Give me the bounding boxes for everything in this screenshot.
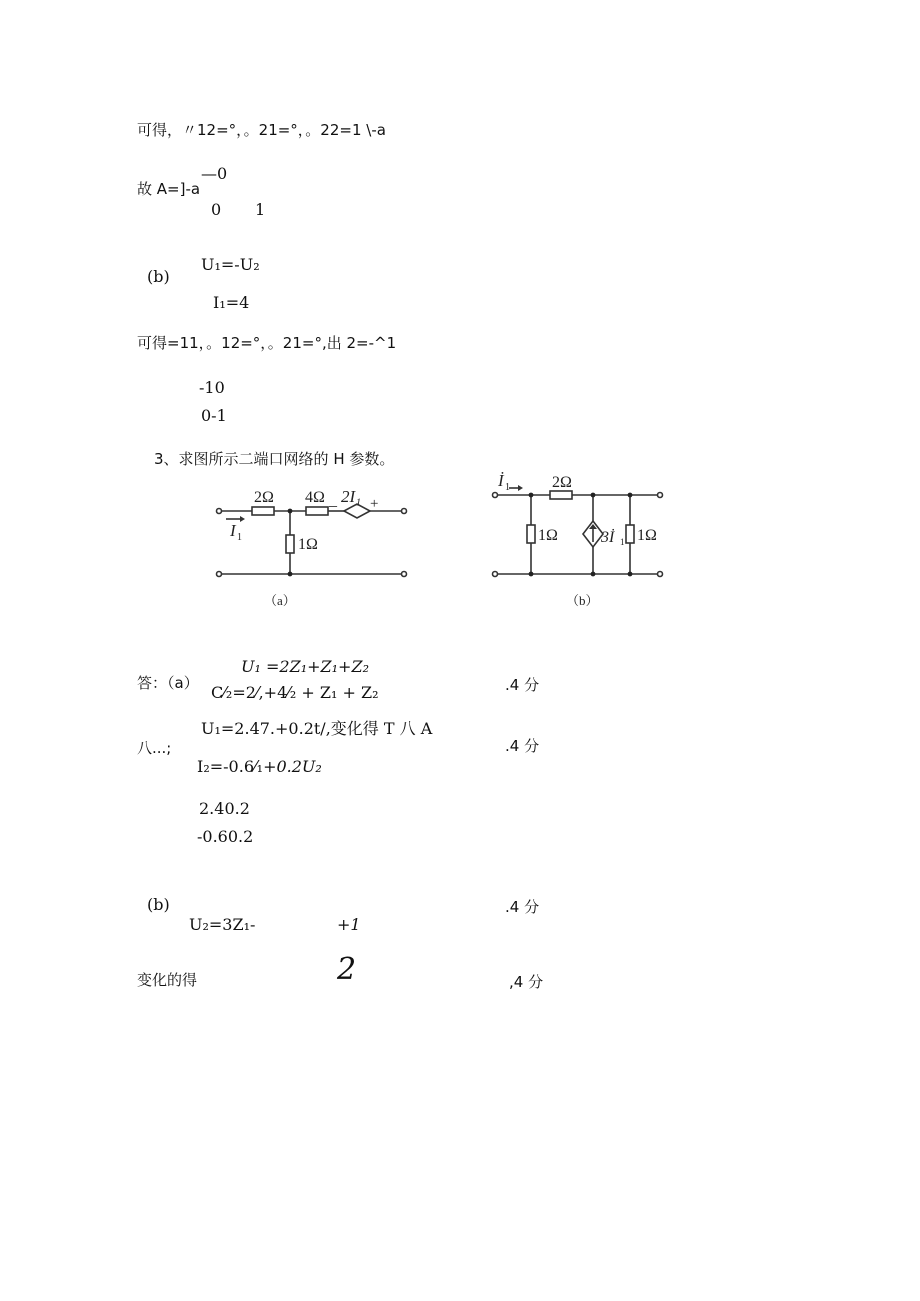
part-b-label: (b) (147, 267, 170, 286)
part-b-equation-2: I₁=4 (213, 293, 250, 312)
part-b-matrix-row-2: 0-1 (201, 406, 227, 425)
circuit-a-r1-label: 2Ω (254, 489, 274, 506)
answer-a-score-1: .4 分 (505, 676, 540, 694)
circuit-b-left-resistor-label: 1Ω (538, 527, 558, 544)
circuit-a-diagram (214, 478, 414, 613)
answer-b-transform-text: 变化的得 (137, 971, 198, 989)
circuit-b-dependent-source-subscript: 1 (620, 537, 625, 547)
matrix-a-label: 故 A=]-a (137, 180, 201, 198)
answer-b-score-2: ,4 分 (509, 973, 544, 991)
answer-a-equation-3: U₁=2.47.+0.2t/,变化得 T 八 A (201, 719, 433, 738)
answer-a-matrix-row-2: -0.60.2 (197, 827, 254, 846)
circuit-b-series-resistor-label: 2Ω (552, 474, 572, 491)
answer-a-equation-4-left: I₂=-0.6⁄₁ (197, 757, 264, 776)
result-line-a-params: 可得，〃12=°，。21=°，。22=1 \-a (137, 121, 386, 139)
answer-b-big-two: 2 (337, 952, 357, 987)
part-b-result: 可得=11，。12=°，。21=°,出 2=-^1 (137, 334, 397, 352)
circuit-b-diagram (490, 471, 670, 614)
part-b-equation-1: U₁=-U₂ (201, 255, 260, 274)
matrix-a-cell-0: 0 (211, 200, 222, 219)
circuit-b-current-label: İ (498, 471, 504, 490)
circuit-b-caption: （b） (566, 593, 599, 608)
part-b-matrix-row-1: -10 (199, 378, 225, 397)
answer-b-label: (b) (147, 895, 170, 914)
circuit-a-current-subscript: 1 (237, 532, 242, 543)
circuit-a-current-label: I (230, 521, 236, 540)
circuit-b-current-subscript: 1 (505, 482, 510, 493)
answer-a-matrix-row-1: 2.40.2 (199, 799, 250, 818)
circuit-a-plus-label: + (370, 496, 379, 512)
answer-a-score-2: .4 分 (505, 737, 540, 755)
answer-a-equation-1: U₁ =2Z₁+Z₁+Z₂ (241, 657, 369, 676)
answer-b-score-1: .4 分 (505, 898, 540, 916)
circuit-b-right-resistor-label: 1Ω (637, 527, 657, 544)
circuit-a-dependent-source-label: 2I₁ (341, 487, 362, 506)
answer-a-equation-4 (197, 759, 322, 775)
answer-b-equation: U₂=3Z₁- (189, 915, 256, 934)
answer-b-plus-one: +1 (337, 915, 361, 934)
circuit-a-r3-label: 1Ω (298, 536, 318, 553)
circuit-a-r2-label: 4Ω (305, 489, 325, 506)
circuit-a-minus-label: _ (329, 492, 337, 509)
matrix-a-top: —0 (201, 164, 228, 183)
circuit-b-dependent-source-label: 3İ (601, 529, 615, 546)
answer-a-equation-2: C⁄₂=2⁄,+4⁄₂ + Z₁ + Z₂ (211, 683, 379, 702)
question-3: 3、求图所示二端口网络的 H 参数。 (154, 450, 395, 468)
answer-a-equation-4-right: +0.2U₂ (263, 757, 322, 776)
circuit-a-caption: （a） (264, 593, 296, 608)
matrix-a-cell-1: 1 (255, 200, 266, 219)
answer-label: 答：（a） (137, 674, 199, 692)
answer-a-prefix: 八...; (137, 739, 172, 757)
